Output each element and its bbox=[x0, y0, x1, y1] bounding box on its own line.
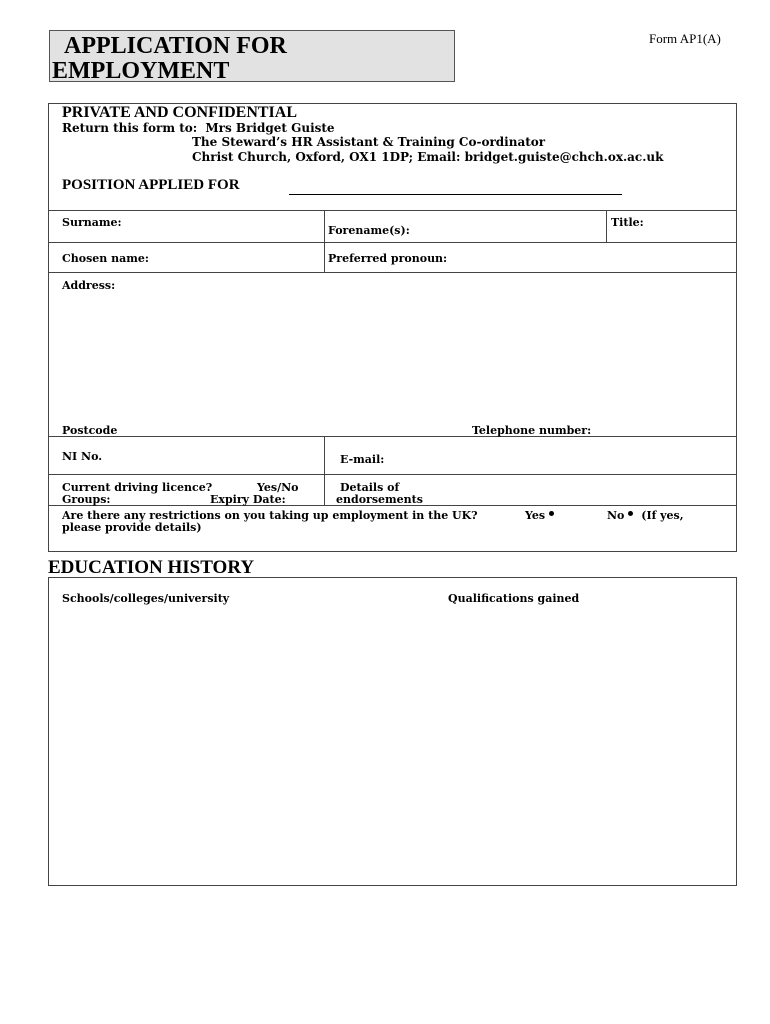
no-label: No bbox=[607, 509, 625, 522]
restrictions-no-option[interactable] bbox=[607, 509, 684, 522]
preferred-pronoun-label: Preferred pronoun: bbox=[328, 252, 448, 265]
form-title-line1: APPLICATION FOR bbox=[64, 33, 287, 59]
restrictions-question-cont: please provide details) bbox=[62, 521, 202, 534]
column-divider bbox=[606, 210, 607, 242]
return-label bbox=[62, 121, 335, 135]
forenames-label: Forename(s): bbox=[328, 224, 410, 237]
education-heading: EDUCATION HISTORY bbox=[48, 557, 255, 578]
column-divider bbox=[324, 210, 325, 272]
details-of-label: Details of bbox=[340, 481, 400, 494]
row-divider bbox=[49, 474, 736, 475]
postcode-label: Postcode bbox=[62, 424, 118, 437]
title-label: Title: bbox=[611, 216, 644, 229]
yes-bullet-icon[interactable] bbox=[549, 511, 554, 516]
yes-label: Yes bbox=[525, 509, 546, 522]
email-label: E-mail: bbox=[340, 453, 385, 466]
groups-label: Groups: bbox=[62, 493, 111, 506]
row-divider bbox=[49, 272, 736, 273]
telephone-label: Telephone number: bbox=[472, 424, 592, 437]
restrictions-yes-option[interactable] bbox=[525, 509, 554, 522]
row-divider bbox=[49, 436, 736, 437]
row-divider bbox=[49, 242, 736, 243]
confidential-heading: PRIVATE AND CONFIDENTIAL bbox=[62, 104, 297, 121]
ni-number-label: NI No. bbox=[62, 450, 103, 463]
qualifications-column-label: Qualifications gained bbox=[448, 592, 580, 605]
surname-label: Surname: bbox=[62, 216, 122, 229]
restrictions-question: Are there any restrictions on you taking up employment in the UK? bbox=[62, 509, 478, 522]
contact-name: Mrs Bridget Guiste bbox=[205, 121, 335, 135]
contact-role: The Steward’s HR Assistant & Training Co-ordinator bbox=[192, 135, 546, 149]
chosen-name-label: Chosen name: bbox=[62, 252, 149, 265]
row-divider bbox=[49, 210, 736, 211]
education-section bbox=[48, 577, 737, 886]
contact-address: Christ Church, Oxford, OX1 1DP; Email: bridget.guiste@chch.ox.ac.uk bbox=[192, 150, 664, 164]
column-divider bbox=[324, 436, 325, 505]
return-label-text: Return this form to: bbox=[62, 121, 198, 135]
no-bullet-icon[interactable] bbox=[628, 511, 633, 516]
address-label: Address: bbox=[62, 279, 116, 292]
expiry-date-label: Expiry Date: bbox=[210, 493, 286, 506]
schools-column-label: Schools/colleges/university bbox=[62, 592, 230, 605]
position-label: POSITION APPLIED FOR bbox=[62, 177, 240, 193]
driving-licence-label: Current driving licence? bbox=[62, 481, 213, 494]
yes-no-label: Yes/No bbox=[257, 481, 299, 494]
form-reference: Form AP1(A) bbox=[649, 31, 721, 46]
endorsements-label: endorsements bbox=[336, 493, 423, 506]
if-yes-label: (If yes, bbox=[641, 509, 684, 522]
form-title-line2: EMPLOYMENT bbox=[52, 58, 230, 84]
position-input-line[interactable] bbox=[289, 194, 622, 195]
form-title-box bbox=[49, 30, 455, 82]
